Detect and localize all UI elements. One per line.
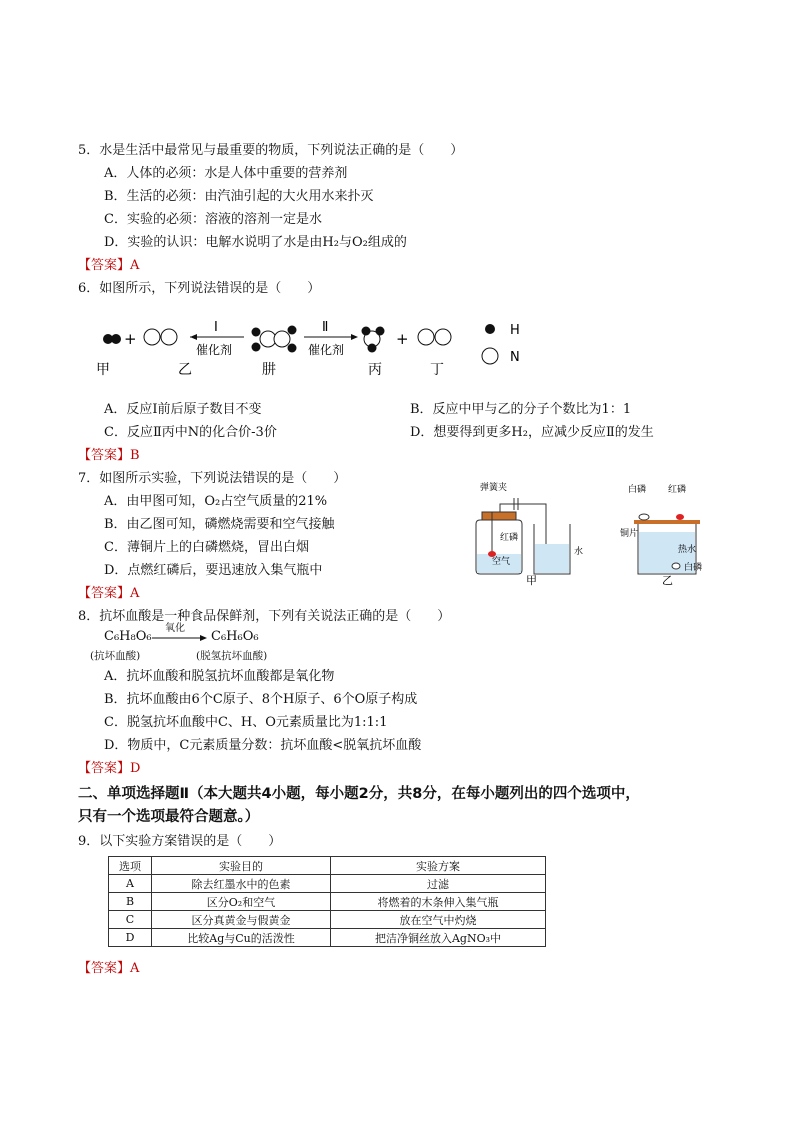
q8-product: C₆H₆O₆: [211, 629, 259, 644]
q6-option-d: D．想要得到更多H₂，应减少反应Ⅱ的发生: [410, 425, 654, 440]
svg-text:红磷: 红磷: [500, 533, 519, 543]
q6-legend-h: H: [510, 323, 520, 338]
table-cell: 比较Ag与Cu的活泼性: [152, 929, 331, 947]
q8-option-d: D．物质中，C元素质量分数：抗坏血酸<脱氧抗坏血酸: [104, 738, 422, 753]
q5-answer: 【答案】A: [78, 258, 140, 273]
table-header: 实验方案: [331, 857, 546, 875]
q8-reactant-name: (抗坏血酸): [90, 650, 141, 662]
table-cell: 将燃着的木条伸入集气瓶: [331, 893, 546, 911]
q8-option-b: B．抗坏血酸由6个C原子、8个H原子、6个O原子构成: [104, 692, 418, 707]
q6-name-bing: 丙: [368, 362, 382, 378]
q6-name-ding: 丁: [430, 362, 444, 378]
svg-text:+: +: [124, 330, 137, 348]
svg-text:乙: 乙: [662, 574, 673, 587]
q8-product-name: (脱氢抗坏血酸): [196, 650, 268, 662]
q7-stem: 7．如图所示实验，下列说法错误的是（ ）: [78, 471, 347, 486]
q6-name-jing: 肼: [262, 362, 276, 378]
table-cell: 把洁净铜丝放入AgNO₃中: [331, 929, 546, 947]
q8-answer: 【答案】D: [78, 761, 141, 776]
svg-text:水: 水: [574, 547, 584, 557]
q6-arrow1-label: Ⅰ: [214, 320, 218, 335]
q9-table: [108, 856, 546, 947]
q8-condition: 氧化: [165, 623, 185, 634]
q6-option-b: B．反应中甲与乙的分子个数比为1：1: [410, 402, 632, 417]
table-row: [109, 875, 546, 893]
q6-name-jia: 甲: [96, 362, 110, 378]
q8-arrow: [152, 634, 208, 642]
svg-text:甲: 甲: [526, 574, 537, 587]
q6-answer: 【答案】B: [78, 448, 140, 463]
q7-option-c: C．薄铜片上的白磷燃烧，冒出白烟: [104, 540, 309, 555]
q7-option-b: B．由乙图可知，磷燃烧需要和空气接触: [104, 517, 335, 532]
q7-option-a: A．由甲图可知，O₂占空气质量的21%: [104, 494, 328, 509]
q9-answer: 【答案】A: [78, 961, 140, 976]
q9-stem: 9．以下实验方案错误的是（ ）: [78, 834, 282, 849]
q8-option-c: C．脱氢抗坏血酸中C、H、O元素质量比为1:1:1: [104, 715, 388, 730]
q6-arrow2-label: Ⅱ: [322, 320, 329, 335]
svg-text:空气: 空气: [492, 557, 511, 567]
q5-stem: 5．水是生活中最常见与最重要的物质，下列说法正确的是（ ）: [78, 143, 464, 158]
table-cell: D: [109, 929, 152, 947]
q6-option-c: C．反应Ⅱ丙中N的化合价-3价: [104, 425, 277, 440]
section-heading-line1: 二、单项选择题Ⅱ（本大题共4小题，每小题2分，共8分，在每小题列出的四个选项中，: [78, 786, 640, 802]
svg-text:+: +: [396, 330, 409, 348]
table-header: 实验目的: [152, 857, 331, 875]
q6-reaction-diagram: [96, 312, 536, 382]
table-cell: 过滤: [331, 875, 546, 893]
svg-text:热水: 热水: [678, 545, 697, 555]
svg-text:弹簧夹: 弹簧夹: [480, 483, 508, 493]
table-row: [109, 911, 546, 929]
q7-option-d: D．点燃红磷后，要迅速放入集气瓶中: [104, 563, 323, 578]
q6-name-yi: 乙: [178, 362, 192, 378]
q5-option-a: A．人体的必须：水是人体中重要的营养剂: [104, 166, 348, 181]
q6-catalyst-1: 催化剂: [196, 343, 233, 357]
svg-text:铜片: 铜片: [620, 529, 639, 539]
table-cell: 区分O₂和空气: [152, 893, 331, 911]
table-cell: C: [109, 911, 152, 929]
table-row: [109, 929, 546, 947]
q5-option-b: B．生活的必须：由汽油引起的大火用水来扑灭: [104, 189, 374, 204]
q5-option-d: D．实验的认识：电解水说明了水是由H₂与O₂组成的: [104, 235, 407, 250]
q7-answer: 【答案】A: [78, 586, 140, 601]
q6-legend-n: N: [510, 350, 520, 365]
q6-stem: 6．如图所示，下列说法错误的是（ ）: [78, 281, 321, 296]
svg-text:红磷: 红磷: [668, 485, 687, 495]
section-heading-line2: 只有一个选项最符合题意。）: [78, 809, 260, 825]
q6-option-a: A．反应Ⅰ前后原子数目不变: [104, 402, 262, 417]
q5-option-c: C．实验的必须：溶液的溶剂一定是水: [104, 212, 322, 227]
svg-text:白磷: 白磷: [628, 485, 647, 495]
q8-reactant: C₆H₈O₆: [104, 629, 152, 644]
table-header-row: [109, 857, 546, 875]
table-cell: 放在空气中灼烧: [331, 911, 546, 929]
table-cell: 除去红墨水中的色素: [152, 875, 331, 893]
svg-text:白磷: 白磷: [684, 563, 703, 573]
q6-catalyst-2: 催化剂: [308, 343, 345, 357]
table-cell: B: [109, 893, 152, 911]
q7-apparatus-diagram: [462, 478, 714, 588]
table-row: [109, 893, 546, 911]
table-header: 选项: [109, 857, 152, 875]
q8-option-a: A．抗坏血酸和脱氢抗坏血酸都是氧化物: [104, 669, 335, 684]
table-cell: A: [109, 875, 152, 893]
q8-stem: 8．抗坏血酸是一种食品保鲜剂，下列有关说法正确的是（ ）: [78, 609, 451, 624]
table-cell: 区分真黄金与假黄金: [152, 911, 331, 929]
